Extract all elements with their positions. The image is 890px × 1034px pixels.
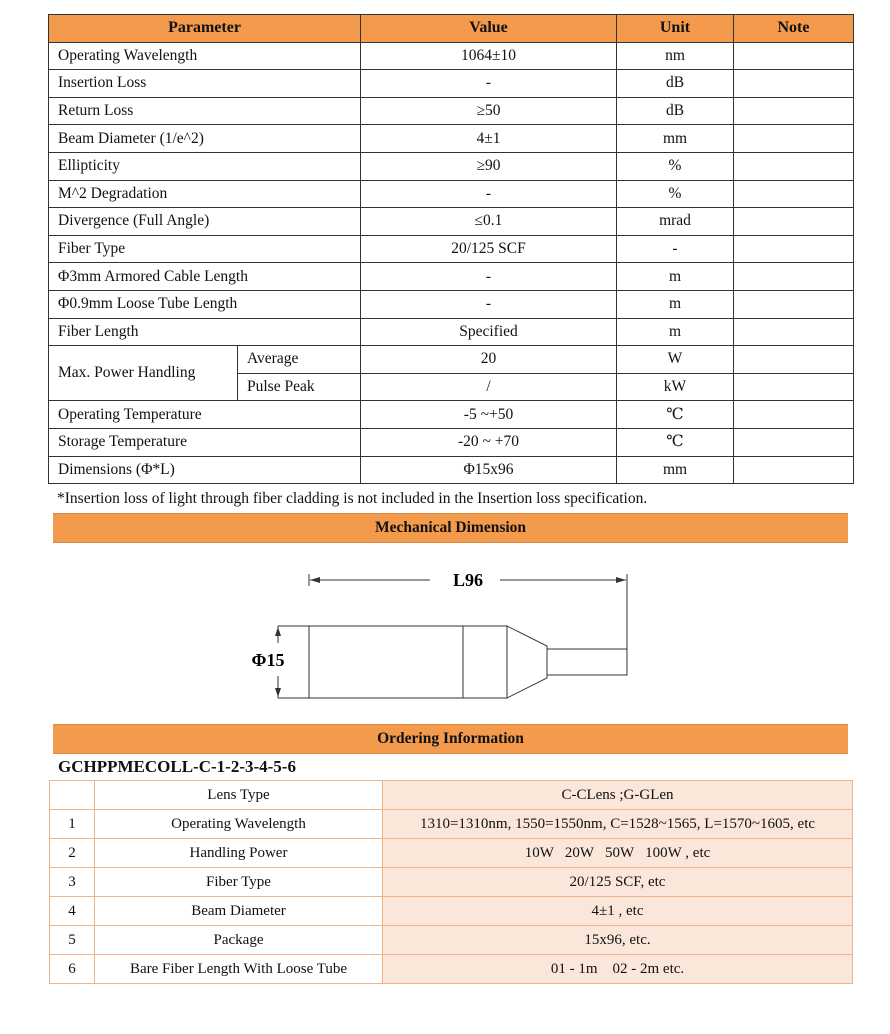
length-label: L96 — [452, 570, 484, 590]
option-number: 1 — [50, 810, 95, 839]
table-row — [49, 125, 854, 153]
option-name: Bare Fiber Length With Loose Tube — [95, 955, 383, 984]
option-name: Lens Type — [95, 781, 383, 810]
mechanical-drawing — [230, 548, 670, 716]
power-peak-label: Pulse Peak — [238, 373, 361, 401]
table-row — [50, 926, 853, 955]
unit-cell: % — [617, 180, 734, 208]
option-number: 5 — [50, 926, 95, 955]
option-name: Package — [95, 926, 383, 955]
table-row — [49, 263, 854, 291]
note-cell — [734, 97, 854, 125]
value-cell: ≥90 — [361, 152, 617, 180]
param-cell: Ellipticity — [49, 152, 361, 180]
param-cell: Fiber Length — [49, 318, 361, 346]
unit-cell: mrad — [617, 208, 734, 236]
option-values: C-CLens ;G-GLen — [383, 781, 853, 810]
param-cell: Fiber Type — [49, 235, 361, 263]
note-cell — [734, 401, 854, 429]
unit-cell: mm — [617, 125, 734, 153]
param-cell: Φ3mm Armored Cable Length — [49, 263, 361, 291]
note-cell — [734, 456, 854, 484]
table-row — [50, 781, 853, 810]
value-cell: - — [361, 70, 617, 98]
note-cell — [734, 346, 854, 374]
drawing-background — [230, 548, 670, 716]
option-number — [50, 781, 95, 810]
table-row — [49, 318, 854, 346]
diameter-label: Φ15 — [251, 650, 285, 670]
table-row — [50, 810, 853, 839]
param-cell: Return Loss — [49, 97, 361, 125]
table-row — [49, 290, 854, 318]
table-row — [50, 897, 853, 926]
header-unit: Unit — [617, 15, 734, 43]
part-number: GCHPPMECOLL-C-1-2-3-4-5-6 — [58, 757, 296, 776]
option-name: Handling Power — [95, 839, 383, 868]
unit-cell: dB — [617, 70, 734, 98]
option-name: Fiber Type — [95, 868, 383, 897]
note-cell — [734, 125, 854, 153]
value-cell: - — [361, 263, 617, 291]
option-values: 1310=1310nm, 1550=1550nm, C=1528~1565, L=1570~1605, etc — [383, 810, 853, 839]
unit-cell: ℃ — [617, 428, 734, 456]
unit-cell: dB — [617, 97, 734, 125]
table-row — [49, 152, 854, 180]
header-note: Note — [734, 15, 854, 43]
option-values: 10W 20W 50W 100W , etc — [383, 839, 853, 868]
option-number: 3 — [50, 868, 95, 897]
table-row — [49, 456, 854, 484]
table-row — [49, 208, 854, 236]
table-row — [49, 346, 854, 374]
note-cell — [734, 428, 854, 456]
value-cell: - — [361, 180, 617, 208]
option-values: 4±1 , etc — [383, 897, 853, 926]
note-cell — [734, 70, 854, 98]
param-cell: Operating Wavelength — [49, 42, 361, 70]
table-row — [49, 42, 854, 70]
table-row — [49, 428, 854, 456]
note-cell — [734, 318, 854, 346]
value-cell: ≥50 — [361, 97, 617, 125]
note-cell — [734, 180, 854, 208]
param-cell: Dimensions (Φ*L) — [49, 456, 361, 484]
note-cell — [734, 208, 854, 236]
unit-cell: - — [617, 235, 734, 263]
value-cell: -5 ~+50 — [361, 401, 617, 429]
unit-cell: W — [617, 346, 734, 374]
note-cell — [734, 235, 854, 263]
value-cell: 20/125 SCF — [361, 235, 617, 263]
param-cell: Divergence (Full Angle) — [49, 208, 361, 236]
option-number: 2 — [50, 839, 95, 868]
table-row — [49, 70, 854, 98]
spec-table — [48, 14, 854, 484]
unit-cell: m — [617, 318, 734, 346]
unit-cell: ℃ — [617, 401, 734, 429]
ordering-table — [49, 780, 853, 984]
option-values: 15x96, etc. — [383, 926, 853, 955]
unit-cell: mm — [617, 456, 734, 484]
value-cell: -20 ~ +70 — [361, 428, 617, 456]
unit-cell: kW — [617, 373, 734, 401]
param-cell: M^2 Degradation — [49, 180, 361, 208]
option-name: Beam Diameter — [95, 897, 383, 926]
value-cell: - — [361, 290, 617, 318]
ordering-information-header: Ordering Information — [53, 724, 848, 754]
value-cell: 1064±10 — [361, 42, 617, 70]
unit-cell: m — [617, 263, 734, 291]
power-average-label: Average — [238, 346, 361, 374]
value-cell: 20 — [361, 346, 617, 374]
table-row — [49, 97, 854, 125]
value-cell: Specified — [361, 318, 617, 346]
table-row — [50, 839, 853, 868]
note-cell — [734, 152, 854, 180]
param-cell: Storage Temperature — [49, 428, 361, 456]
unit-cell: % — [617, 152, 734, 180]
option-number: 4 — [50, 897, 95, 926]
unit-cell: m — [617, 290, 734, 318]
param-cell: Insertion Loss — [49, 70, 361, 98]
table-row — [50, 955, 853, 984]
power-handling-cell: Max. Power Handling — [49, 346, 238, 401]
note-cell — [734, 290, 854, 318]
value-cell: 4±1 — [361, 125, 617, 153]
table-row — [50, 868, 853, 897]
option-number: 6 — [50, 955, 95, 984]
unit-cell: nm — [617, 42, 734, 70]
spec-header-row — [49, 15, 854, 43]
note-cell — [734, 373, 854, 401]
header-parameter: Parameter — [49, 15, 361, 43]
table-row — [49, 401, 854, 429]
param-cell: Beam Diameter (1/e^2) — [49, 125, 361, 153]
param-cell: Operating Temperature — [49, 401, 361, 429]
option-name: Operating Wavelength — [95, 810, 383, 839]
option-values: 20/125 SCF, etc — [383, 868, 853, 897]
note-cell — [734, 263, 854, 291]
header-value: Value — [361, 15, 617, 43]
option-values: 01 - 1m 02 - 2m etc. — [383, 955, 853, 984]
mechanical-dimension-header: Mechanical Dimension — [53, 513, 848, 543]
value-cell: ≤0.1 — [361, 208, 617, 236]
insertion-loss-footnote: *Insertion loss of light through fiber cladding is not included in the Insertion loss specification. — [57, 490, 648, 507]
table-row — [49, 180, 854, 208]
value-cell: Φ15x96 — [361, 456, 617, 484]
note-cell — [734, 42, 854, 70]
value-cell: / — [361, 373, 617, 401]
table-row — [49, 235, 854, 263]
param-cell: Φ0.9mm Loose Tube Length — [49, 290, 361, 318]
